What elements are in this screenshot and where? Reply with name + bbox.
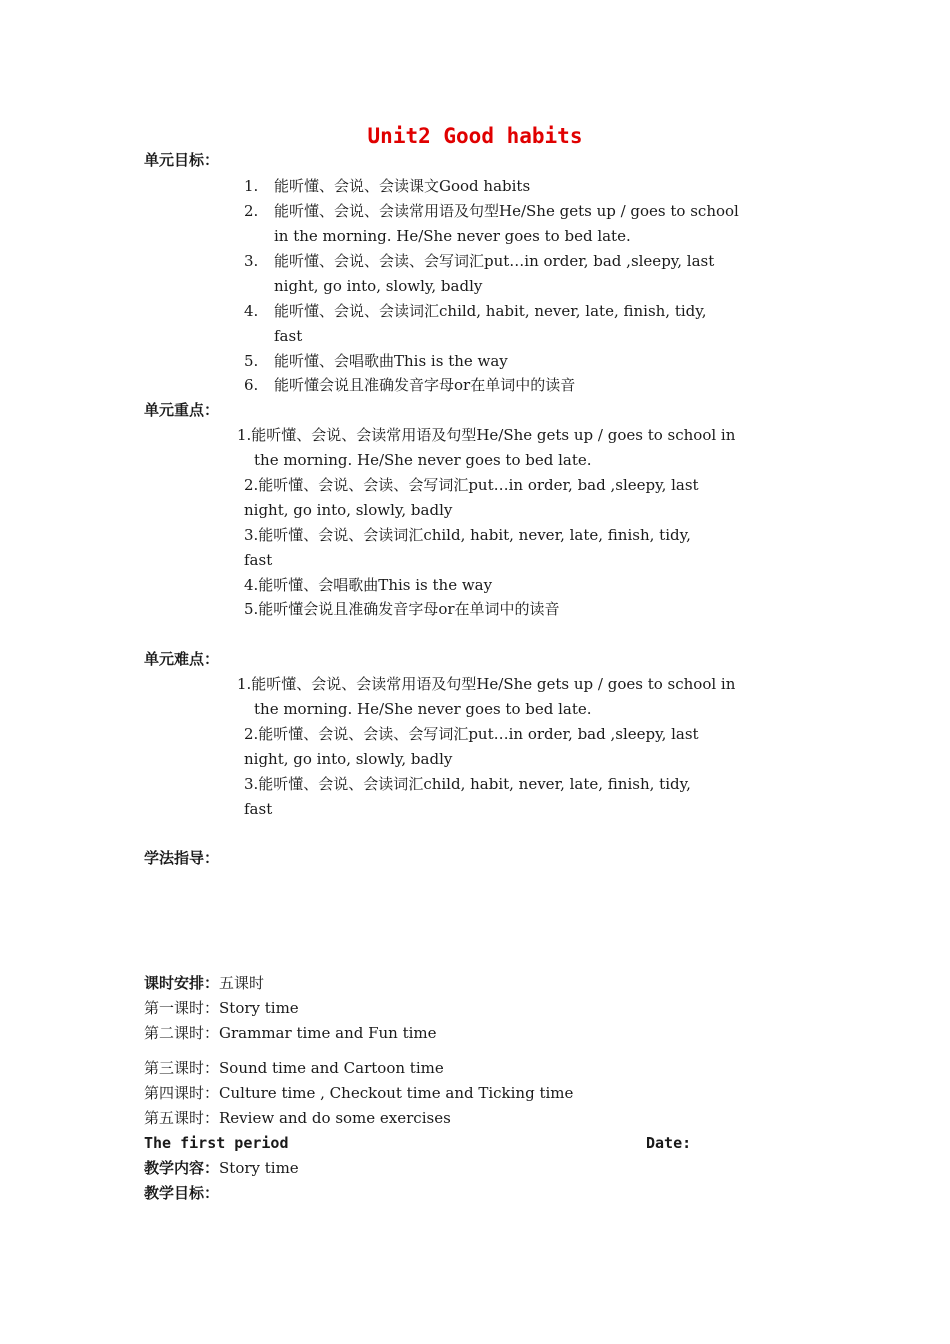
period-text: Review and do some exercises: [219, 1109, 451, 1127]
keypoints-item-2-line1: 2.能听懂、会说、会读、会写词汇put…in order, bad ,sleepy, last: [244, 476, 699, 494]
period-row-3: [144, 1056, 444, 1081]
keypoints-item-5-line1: 5.能听懂会说且准确发音字母or在单词中的读音: [244, 600, 560, 618]
schedule-heading: 课时安排：: [144, 974, 220, 992]
difficulties-item-1-line1: 1.能听懂、会说、会读常用语及句型He/She gets up / goes to school in: [237, 675, 736, 693]
difficulties-item-3-line2: fast: [244, 800, 273, 818]
goals-item-3-num: 3.: [244, 252, 259, 270]
period-label: 第二课时：: [144, 1024, 220, 1042]
goals-item-6-num: 6.: [244, 376, 259, 394]
period-text: Grammar time and Fun time: [219, 1024, 437, 1042]
period-label: 第四课时：: [144, 1084, 220, 1102]
date-label: Date:: [646, 1134, 692, 1152]
period-text: Story time: [219, 999, 299, 1017]
goals-item-2-line1: 能听懂、会说、会读常用语及句型He/She gets up / goes to school: [274, 202, 739, 220]
goals-item-3-line2: night, go into, slowly, badly: [274, 277, 483, 295]
teaching-content-value: Story time: [219, 1159, 299, 1177]
difficulties-item-2-line1: 2.能听懂、会说、会读、会写词汇put…in order, bad ,sleepy, last: [244, 725, 699, 743]
goals-item-3-line1: 能听懂、会说、会读、会写词汇put…in order, bad ,sleepy, last: [274, 252, 715, 270]
method-heading: 学法指导：: [144, 849, 220, 867]
difficulties-item-3-line1: 3.能听懂、会说、会读词汇child, habit, never, late, finish, tidy,: [244, 775, 691, 793]
period-label: 第一课时：: [144, 999, 220, 1017]
period-row-4: [144, 1081, 573, 1106]
keypoints-item-3-line1: 3.能听懂、会说、会读词汇child, habit, never, late, finish, tidy,: [244, 526, 691, 544]
difficulties-item-1-line2: the morning. He/She never goes to bed late.: [254, 700, 592, 718]
period-label: 第三课时：: [144, 1059, 220, 1077]
keypoints-item-3-line2: fast: [244, 551, 273, 569]
period-text: Sound time and Cartoon time: [219, 1059, 444, 1077]
goals-item-2-line2: in the morning. He/She never goes to bed late.: [274, 227, 631, 245]
goals-item-1-line1: 能听懂、会说、会读课文Good habits: [274, 177, 531, 195]
period-row-5: [144, 1106, 451, 1131]
period-text: Culture time , Checkout time and Ticking time: [219, 1084, 574, 1102]
difficulties-heading: 单元难点：: [144, 650, 220, 668]
period-row-2: [144, 1021, 437, 1046]
goals-item-4-line2: fast: [274, 327, 303, 345]
goals-item-4-num: 4.: [244, 302, 259, 320]
goals-item-5-num: 5.: [244, 352, 259, 370]
difficulties-item-2-line2: night, go into, slowly, badly: [244, 750, 453, 768]
document-title: Unit2 Good habits: [367, 124, 583, 148]
first-period-label: The first period: [144, 1134, 289, 1152]
keypoints-item-1-line1: 1.能听懂、会说、会读常用语及句型He/She gets up / goes to school in: [237, 426, 736, 444]
keypoints-item-1-line2: the morning. He/She never goes to bed late.: [254, 451, 592, 469]
goals-item-5-line1: 能听懂、会唱歌曲This is the way: [274, 352, 508, 370]
goals-item-2-num: 2.: [244, 202, 259, 220]
schedule-row: [144, 971, 264, 996]
teaching-content-row: [144, 1156, 299, 1181]
keypoints-item-4-line1: 4.能听懂、会唱歌曲This is the way: [244, 576, 493, 594]
period-row-1: [144, 996, 299, 1021]
keypoints-item-2-line2: night, go into, slowly, badly: [244, 501, 453, 519]
teaching-content-label: 教学内容：: [144, 1159, 220, 1177]
keypoints-heading: 单元重点：: [144, 401, 220, 419]
schedule-value: 五课时: [219, 974, 265, 992]
teaching-aims-label: 教学目标：: [144, 1184, 220, 1202]
period-label: 第五课时：: [144, 1109, 220, 1127]
goals-item-6-line1: 能听懂会说且准确发音字母or在单词中的读音: [274, 376, 576, 394]
goals-item-1-num: 1.: [244, 177, 259, 195]
goals-item-4-line1: 能听懂、会说、会读词汇child, habit, never, late, finish, tidy,: [274, 302, 707, 320]
goals-heading: 单元目标：: [144, 151, 220, 169]
